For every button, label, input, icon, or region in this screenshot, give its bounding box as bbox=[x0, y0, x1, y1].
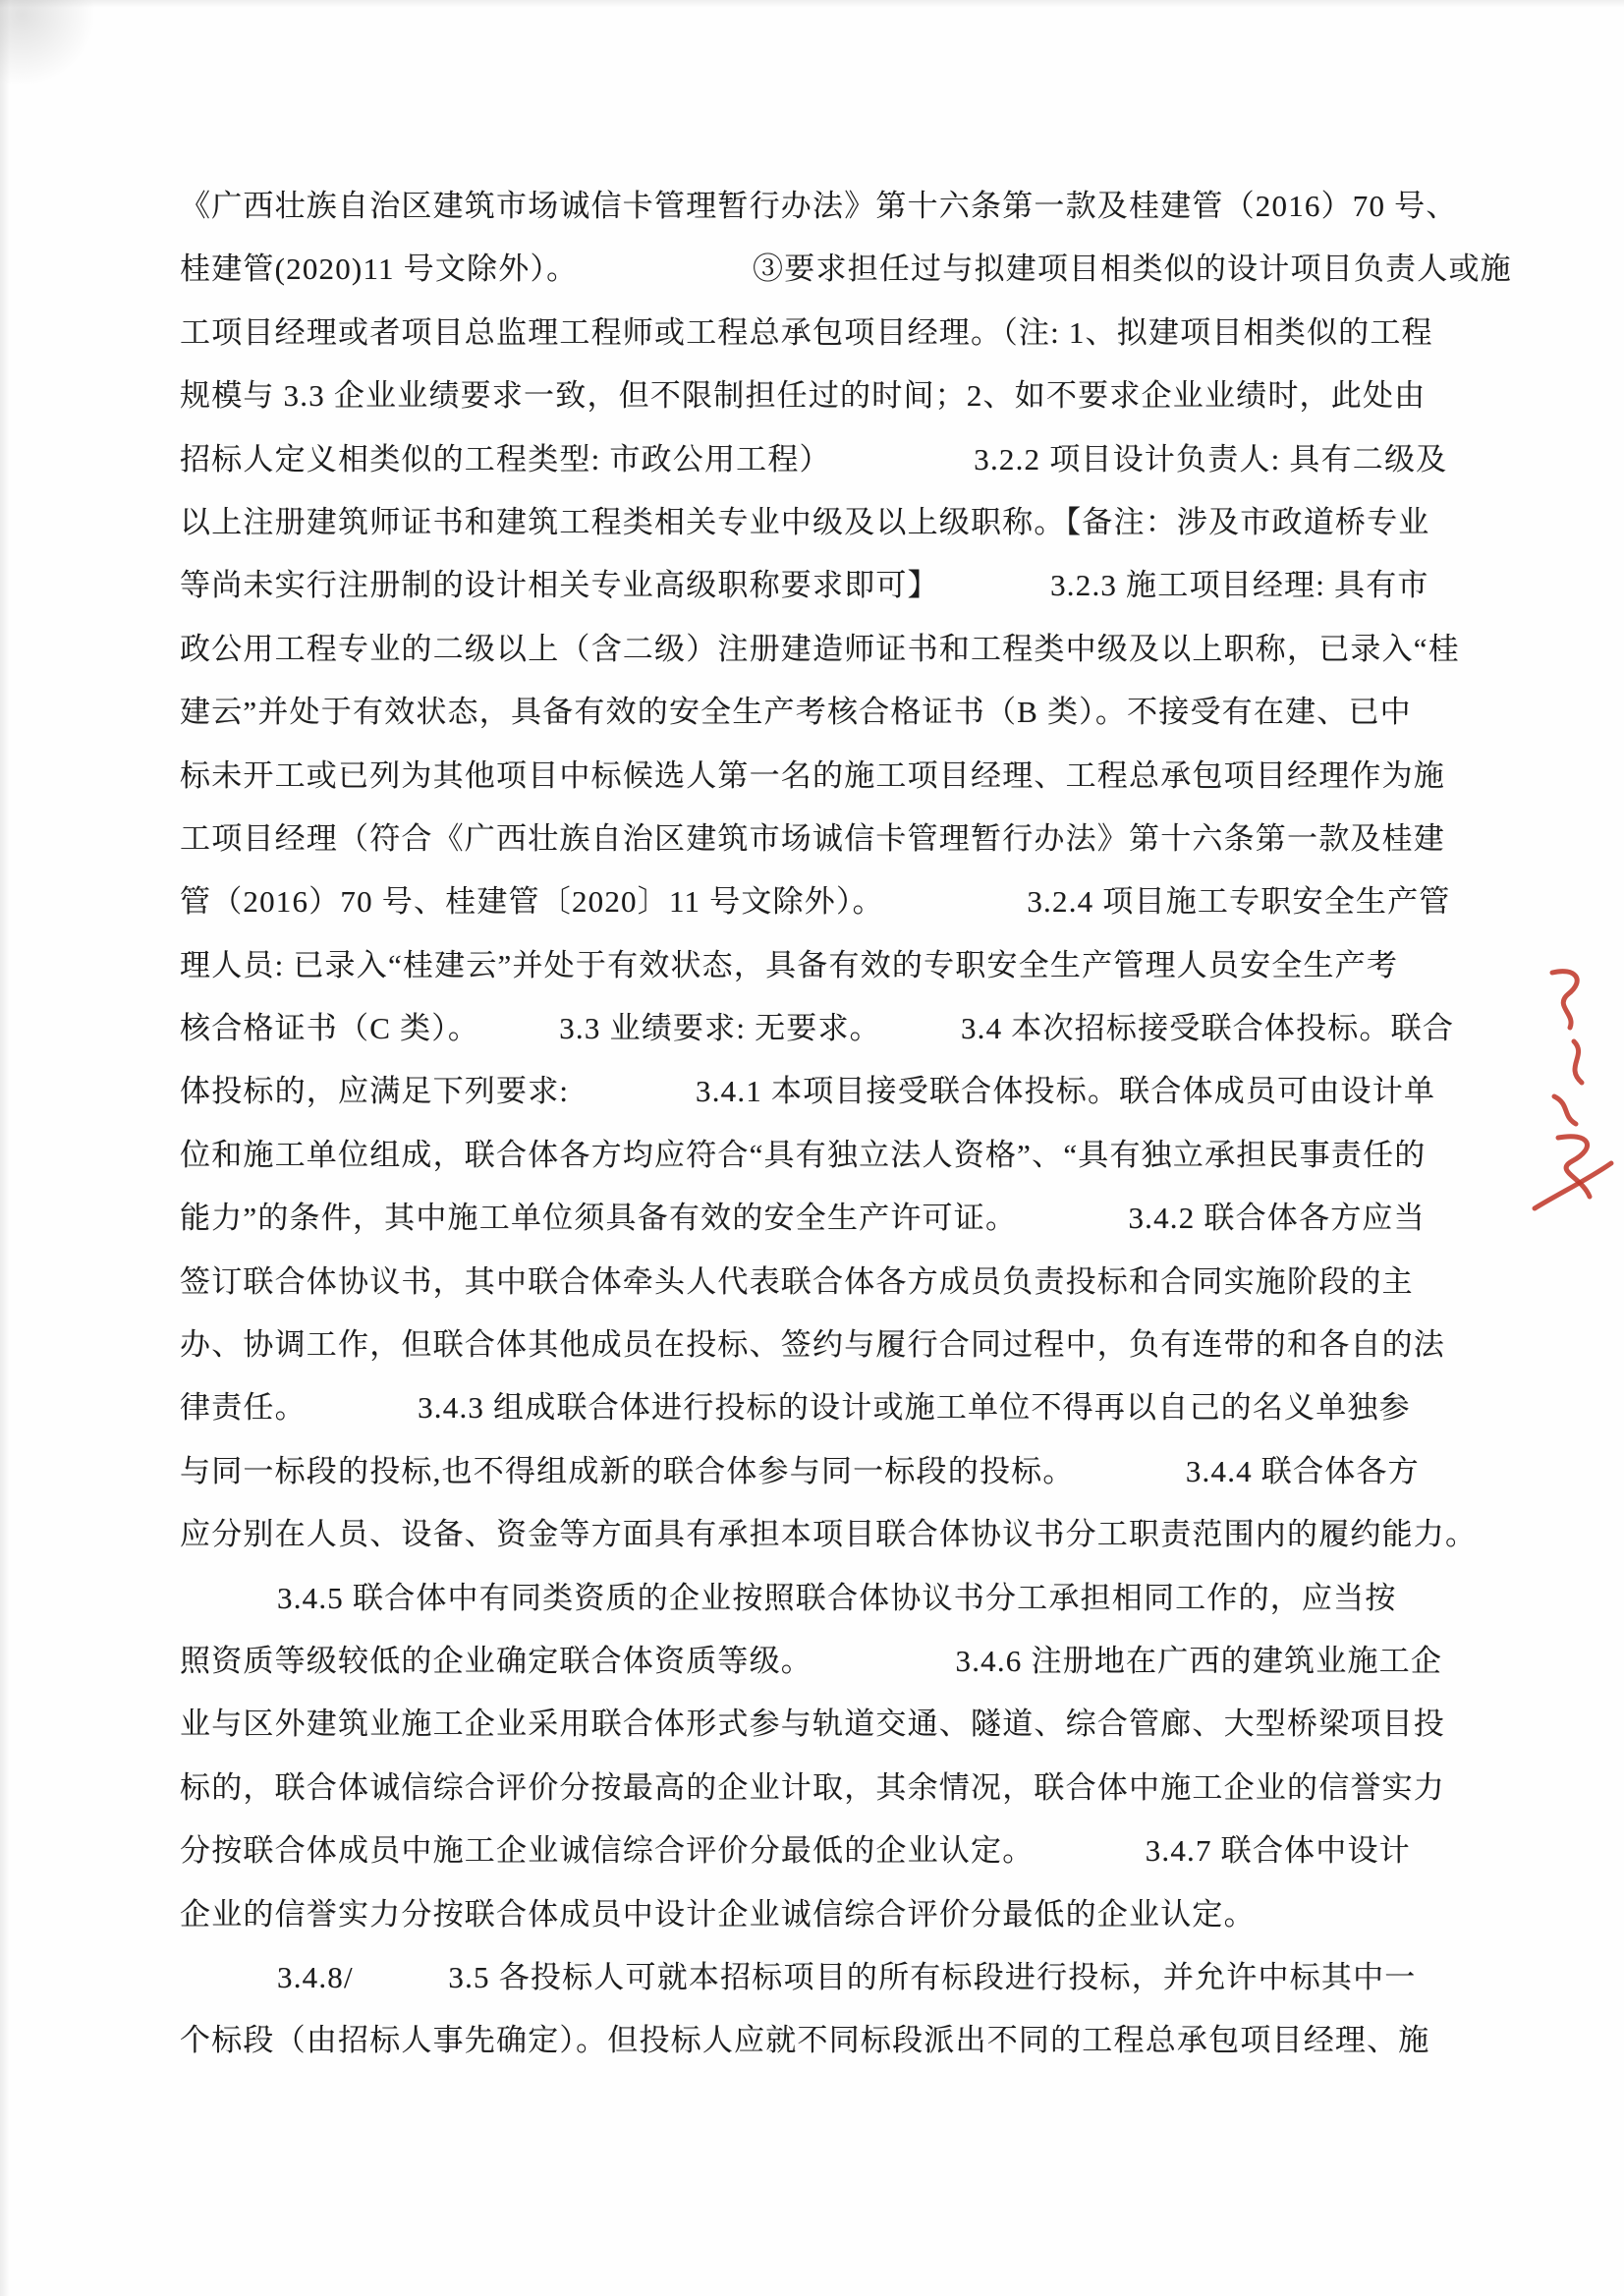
document-line: 理人员: 已录入“桂建云”并处于有效状态，具备有效的专职安全生产管理人员安全生产考 bbox=[180, 947, 1399, 982]
document-line: 等尚未实行注册制的设计相关专业高级职称要求即可】 3.2.3 施工项目经理: 具有市 bbox=[180, 568, 1429, 603]
document-line: 办、协调工作，但联合体其他成员在投标、签约与履行合同过程中，负有连带的和各自的法 bbox=[180, 1327, 1445, 1363]
document-line: 3.4.5 联合体中有同类资质的企业按照联合体协议书分工承担相同工作的，应当按 bbox=[277, 1580, 1397, 1615]
document-line: 个标段（由招标人事先确定）。但投标人应就不同标段派出不同的工程总承包项目经理、施 bbox=[180, 2023, 1430, 2058]
document-line: 建云”并处于有效状态，具备有效的安全生产考核合格证书（B 类）。不接受有在建、已中 bbox=[180, 695, 1412, 730]
document-line: 体投标的，应满足下列要求: 3.4.1 本项目接受联合体投标。联合体成员可由设计单 bbox=[180, 1074, 1436, 1109]
document-line: 《广西壮族自治区建筑市场诚信卡管理暂行办法》第十六条第一款及桂建管（2016）70 号、 bbox=[180, 189, 1458, 223]
document-line: 管（2016）70 号、桂建管〔2020〕11 号文除外）。 3.2.4 项目施工专职安全生产管 bbox=[180, 884, 1451, 920]
document-line: 照资质等级较低的企业确定联合体资质等级。 3.4.6 注册地在广西的建筑业施工企 bbox=[180, 1643, 1443, 1678]
document-line: 规模与 3.3 企业业绩要求一致，但不限制担任过的时间；2、如不要求企业业绩时，此处由 bbox=[180, 378, 1427, 414]
document-lines bbox=[180, 175, 1512, 2073]
document-line: 签订联合体协议书，其中联合体牵头人代表联合体各方成员负责投标和合同实施阶段的主 bbox=[180, 1263, 1414, 1299]
document-line: 工项目经理或者项目总监理工程师或工程总承包项目经理。（注: 1、拟建项目相类似的工程 bbox=[180, 314, 1433, 350]
document-line: 招标人定义相类似的工程类型: 市政公用工程） 3.2.2 项目设计负责人: 具有二级及 bbox=[180, 441, 1448, 476]
document-line: 应分别在人员、设备、资金等方面具有承担本项目联合体协议书分工职责范围内的履约能力。 bbox=[180, 1517, 1478, 1552]
red-pen-annotation-icon bbox=[1525, 965, 1619, 1222]
document-line: 核合格证书（C 类）。 3.3 业绩要求: 无要求。 3.4 本次招标接受联合体投标。联合 bbox=[180, 1011, 1455, 1046]
document-line: 律责任。 3.4.3 组成联合体进行投标的设计或施工单位不得再以自己的名义单独参 bbox=[180, 1390, 1411, 1426]
scan-corner-shadow bbox=[0, 0, 108, 98]
document-line: 桂建管(2020)11 号文除外）。 ③要求担任过与拟建项目相类似的设计项目负责人或施 bbox=[180, 252, 1512, 287]
document-line: 标的，联合体诚信综合评价分按最高的企业计取，其余情况，联合体中施工企业的信誉实力 bbox=[180, 1769, 1445, 1805]
document-line: 位和施工单位组成，联合体各方均应符合“具有独立法人资格”、“具有独立承担民事责任的 bbox=[180, 1137, 1427, 1172]
document-line: 企业的信誉实力分按联合体成员中设计企业诚信综合评价分最低的企业认定。 bbox=[180, 1896, 1256, 1932]
document-line: 以上注册建筑师证书和建筑工程类相关专业中级及以上级职称。【备注：涉及市政道桥专业 bbox=[180, 504, 1430, 539]
document-line: 业与区外建筑业施工企业采用联合体形式参与轨道交通、隧道、综合管廊、大型桥梁项目投 bbox=[180, 1707, 1445, 1742]
document-line: 与同一标段的投标,也不得组成新的联合体参与同一标段的投标。 3.4.4 联合体各方 bbox=[180, 1453, 1420, 1488]
document-line: 工项目经理（符合《广西壮族自治区建筑市场诚信卡管理暂行办法》第十六条第一款及桂建 bbox=[180, 820, 1445, 856]
document-line: 标未开工或已列为其他项目中标候选人第一名的施工项目经理、工程总承包项目经理作为施 bbox=[180, 757, 1445, 793]
document-line: 3.4.8/ 3.5 各投标人可就本招标项目的所有标段进行投标，并允许中标其中一 bbox=[277, 1959, 1417, 1994]
document-line: 政公用工程专业的二级以上（含二级）注册建造师证书和工程类中级及以上职称，已录入“桂 bbox=[180, 631, 1460, 666]
document-line: 能力”的条件，其中施工单位须具备有效的安全生产许可证。 3.4.2 联合体各方应当 bbox=[180, 1201, 1426, 1236]
document-line: 分按联合体成员中施工企业诚信综合评价分最低的企业认定。 3.4.7 联合体中设计 bbox=[180, 1833, 1411, 1869]
